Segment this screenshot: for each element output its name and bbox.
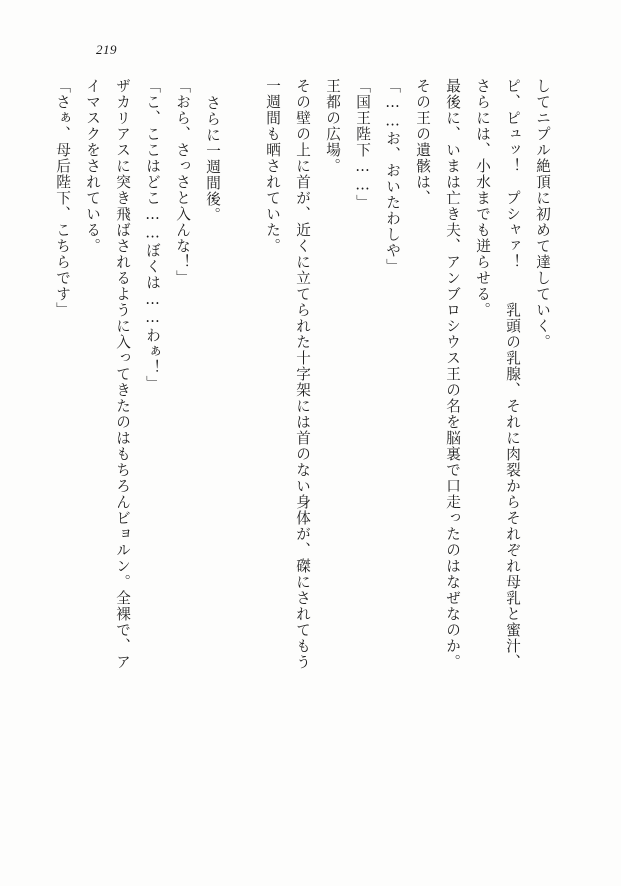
text-line: 一週間も晒されていた。 [264,78,281,254]
text-line: 最後に、いまは亡き夫、アンブロシウス王の名を脳裏で口走ったのはなぜなのか。 [444,78,461,670]
text-line: ピ、ピュッ！ プシャァ！ 乳頭の乳腺、それに肉裂からそれぞれ母乳と蜜汁、 [504,78,521,670]
text-line: 王都の広場。 [324,78,341,174]
text-line: さらに一週間後。 [204,95,221,223]
page-number: 219 [96,42,117,57]
text-line [227,78,257,818]
text-line: 「さぁ、母后陛下、こちらです」 [54,78,71,318]
text-line: 「おら、さっさと入んな！」 [174,78,191,286]
text-line: さらには、小水までも迸らせる。 [474,78,491,318]
text-line: 「……お、おいたわしや」 [384,78,401,275]
text-line: イマスクをされている。 [84,78,101,254]
text-line: その王の遺骸は、 [414,78,431,206]
text-line: 「こ、ここはどこ……ぼくは……わぁ！」 [144,78,161,392]
text-line: してニプル絶頂に初めて達していく。 [534,78,551,350]
page-body-text [54,78,557,818]
text-line: その壁の上に首が、近くに立てられた十字架には首のない身体が、磔にされてもう [294,78,311,670]
text-line: ザカリアスに突き飛ばされるように入ってきたのはもちろんビョルン。全裸で、ア [114,78,131,670]
text-line: 「国王陛下……」 [354,78,371,211]
